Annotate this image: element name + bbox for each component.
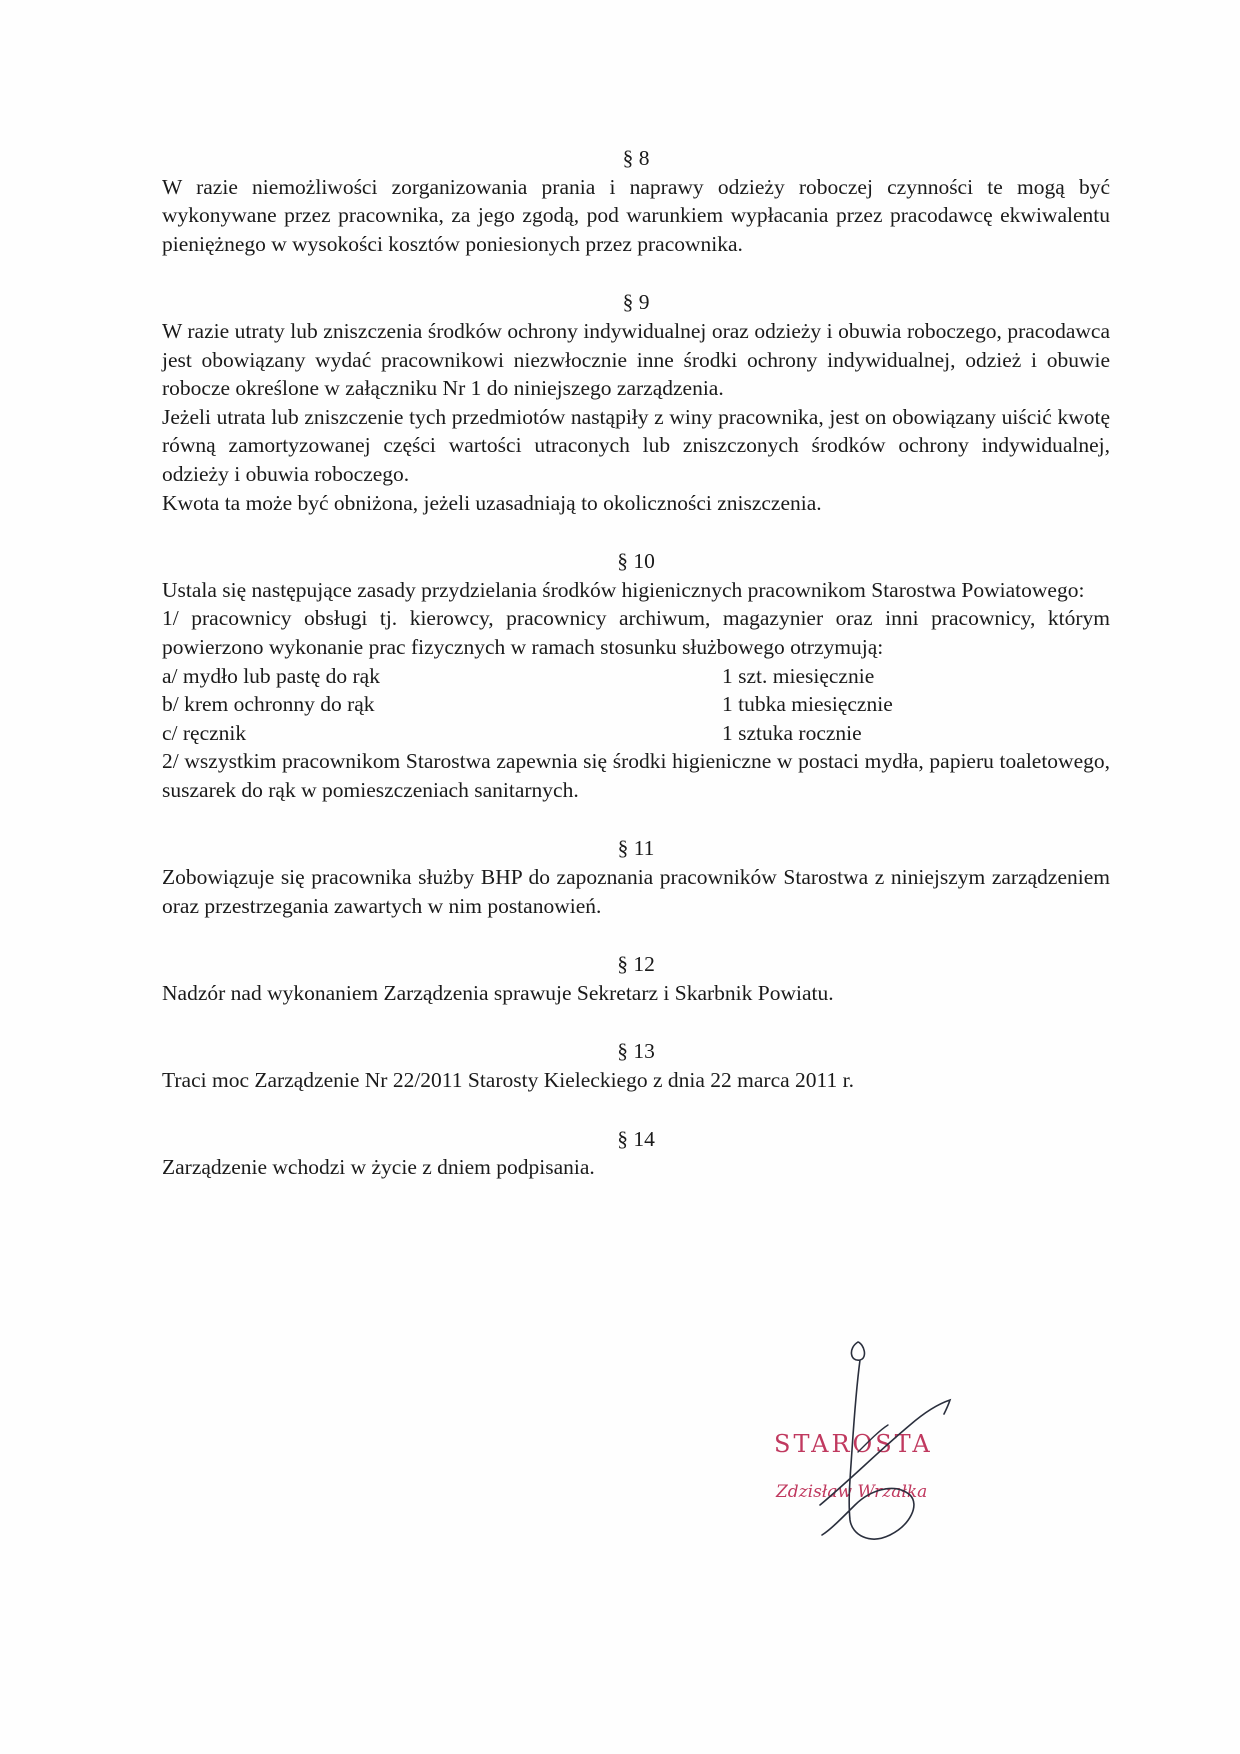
section-paragraph: W razie utraty lub zniszczenia środków ochrony indywidualnej oraz odzieży i obuwia roboczego, pracodawca jest obowiązany wydać pracownikowi niezwłocznie inne środki ochrony indywidualnej, odzież i obuwie robocze określone w załączniku Nr 1 do niniejszego zarządzenia. [162, 318, 1110, 401]
hygiene-item-row [162, 690, 1110, 719]
hygiene-item-qty: 1 tubka miesięcznie [722, 692, 893, 717]
handwritten-signature [760, 1330, 980, 1560]
section-text: Zobowiązuje się pracownika służby BHP do zapoznania pracowników Starostwa z niniejszym zarządzeniem oraz przestrzegania zawartych w nim postanowień. [162, 865, 1110, 918]
section-text: Zarządzenie wchodzi w życie z dniem podpisania. [162, 1155, 595, 1180]
section-14 [162, 1125, 1110, 1182]
section-12 [162, 950, 1110, 1007]
section-title: § 12 [617, 952, 655, 977]
section-text: Traci moc Zarządzenie Nr 22/2011 Starosty Kieleckiego z dnia 22 marca 2011 r. [162, 1068, 854, 1093]
section-paragraph: Jeżeli utrata lub zniszczenie tych przedmiotów nastąpiły z winy pracownika, jest on obowiązany uiścić kwotę równą zamortyzowanej części wartości utraconych lub zniszczonych środków ochrony indywidualnej, odzieży i obuwia roboczego. [162, 404, 1110, 486]
section-11 [162, 834, 1110, 920]
section-title: § 13 [617, 1039, 655, 1064]
section-text: Nadzór nad wykonaniem Zarządzenia sprawuje Sekretarz i Skarbnik Powiatu. [162, 980, 834, 1005]
document-body [162, 144, 1110, 1212]
section-10 [162, 547, 1110, 804]
section-13 [162, 1037, 1110, 1094]
section-title: § 9 [622, 290, 650, 315]
stamp-title: STAROSTA [774, 1430, 933, 1458]
section-intro: Ustala się następujące zasady przydzielania środków higienicznych pracownikom Starostwa Powiatowego: [162, 577, 1085, 602]
hygiene-item-row [162, 662, 1110, 691]
section-title: § 14 [617, 1126, 655, 1151]
section-8 [162, 144, 1110, 258]
hygiene-item-qty: 1 sztuka rocznie [722, 720, 862, 745]
section-title: § 10 [617, 549, 655, 574]
section-title: § 8 [622, 146, 650, 170]
section-text: W razie niemożliwości zorganizowania prania i naprawy odzieży roboczej czynności te mogą być wykonywane przez pracownika, za jego zgodą, pod warunkiem wypłacania przez pracodawcę ekwiwalentu pieniężnego w wysokości kosztów poniesionych przez pracownika. [162, 174, 1110, 256]
hygiene-item-row [162, 719, 1110, 748]
hygiene-item-name: c/ ręcznik [162, 720, 247, 745]
list-item: 1/ pracownicy obsługi tj. kierowcy, pracownicy archiwum, magazynier oraz inni pracownicy, którym powierzono wykonanie prac fizycznych w ramach stosunku służbowego otrzymują: [162, 606, 1110, 659]
section-9 [162, 288, 1110, 517]
hygiene-item-name: a/ mydło lub pastę do rąk [162, 663, 380, 688]
section-title: § 11 [617, 836, 655, 861]
stamp-name: Zdzisław Wrzałka [776, 1482, 928, 1502]
list-item: 2/ wszystkim pracownikom Starostwa zapewnia się środki higieniczne w postaci mydła, papieru toaletowego, suszarek do rąk w pomieszczeniach sanitarnych. [162, 749, 1110, 802]
signature-stamp [760, 1330, 980, 1560]
section-paragraph: Kwota ta może być obniżona, jeżeli uzasadniają to okoliczności zniszczenia. [162, 490, 822, 515]
hygiene-item-name: b/ krem ochronny do rąk [162, 692, 375, 717]
hygiene-item-qty: 1 szt. miesięcznie [722, 663, 875, 688]
